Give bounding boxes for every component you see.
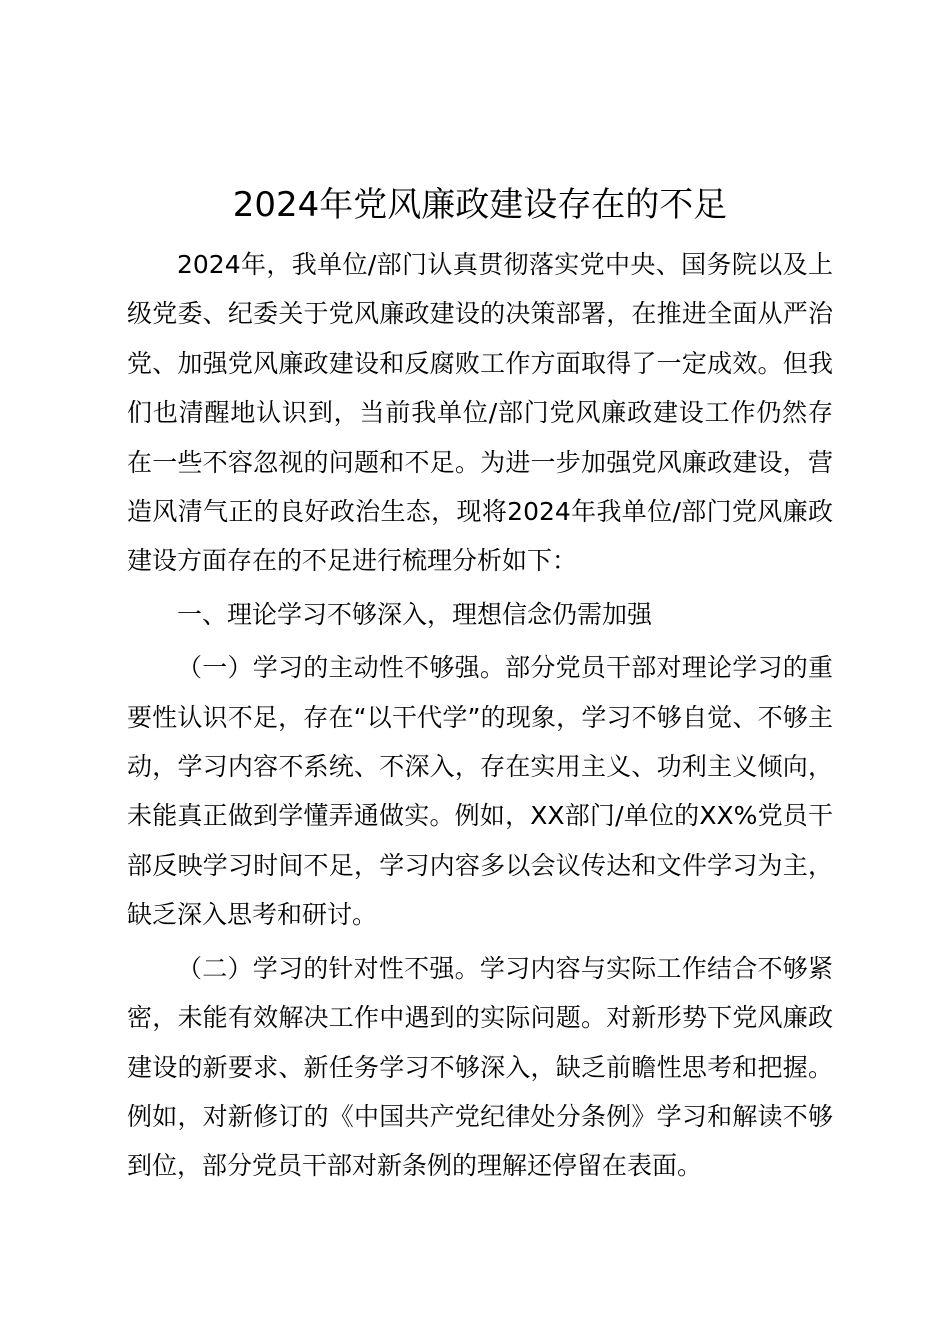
- intro-paragraph: 2024年，我单位/部门认真贯彻落实党中央、国务院以及上级党委、纪委关于党风廉政建设的决策部署，在推进全面从严治党、加强党风廉政建设和反腐败工作方面取得了一定成效。但我们也清醒地认识到，当前我单位/部门党风廉政建设工作仍然存在一些不容忽视的问题和不足。为进一步加强党风廉政建设，营造风清气正的良好政治生态，现将2024年我单位/部门党风廉政建设方面存在的不足进行梳理分析如下：: [127, 250, 833, 576]
- document-body: [127, 178, 833, 1191]
- section1-item1-paragraph: （一）学习的主动性不够强。部分党员干部对理论学习的重要性认识不足，存在“以干代学”的现象，学习不够自觉、不够主动，学习内容不系统、不深入，存在实用主义、功利主义倾向，未能真正做到学懂弄通做实。例如，XX部门/单位的XX%党员干部反映学习时间不足，学习内容多以会议传达和文件学习为主，缺乏深入思考和研讨。: [127, 653, 833, 930]
- section-heading-1: 一、理论学习不够深入，理想信念仍需加强: [177, 599, 653, 629]
- section1-item2-paragraph: （二）学习的针对性不强。学习内容与实际工作结合不够紧密，未能有效解决工作中遇到的实际问题。对新形势下党风廉政建设的新要求、新任务学习不够深入，缺乏前瞻性思考和把握。例如，对新修订的《中国共产党纪律处分条例》学习和解读不够到位，部分党员干部对新条例的理解还停留在表面。: [127, 953, 833, 1181]
- document-title: 2024年党风廉政建设存在的不足: [232, 185, 728, 225]
